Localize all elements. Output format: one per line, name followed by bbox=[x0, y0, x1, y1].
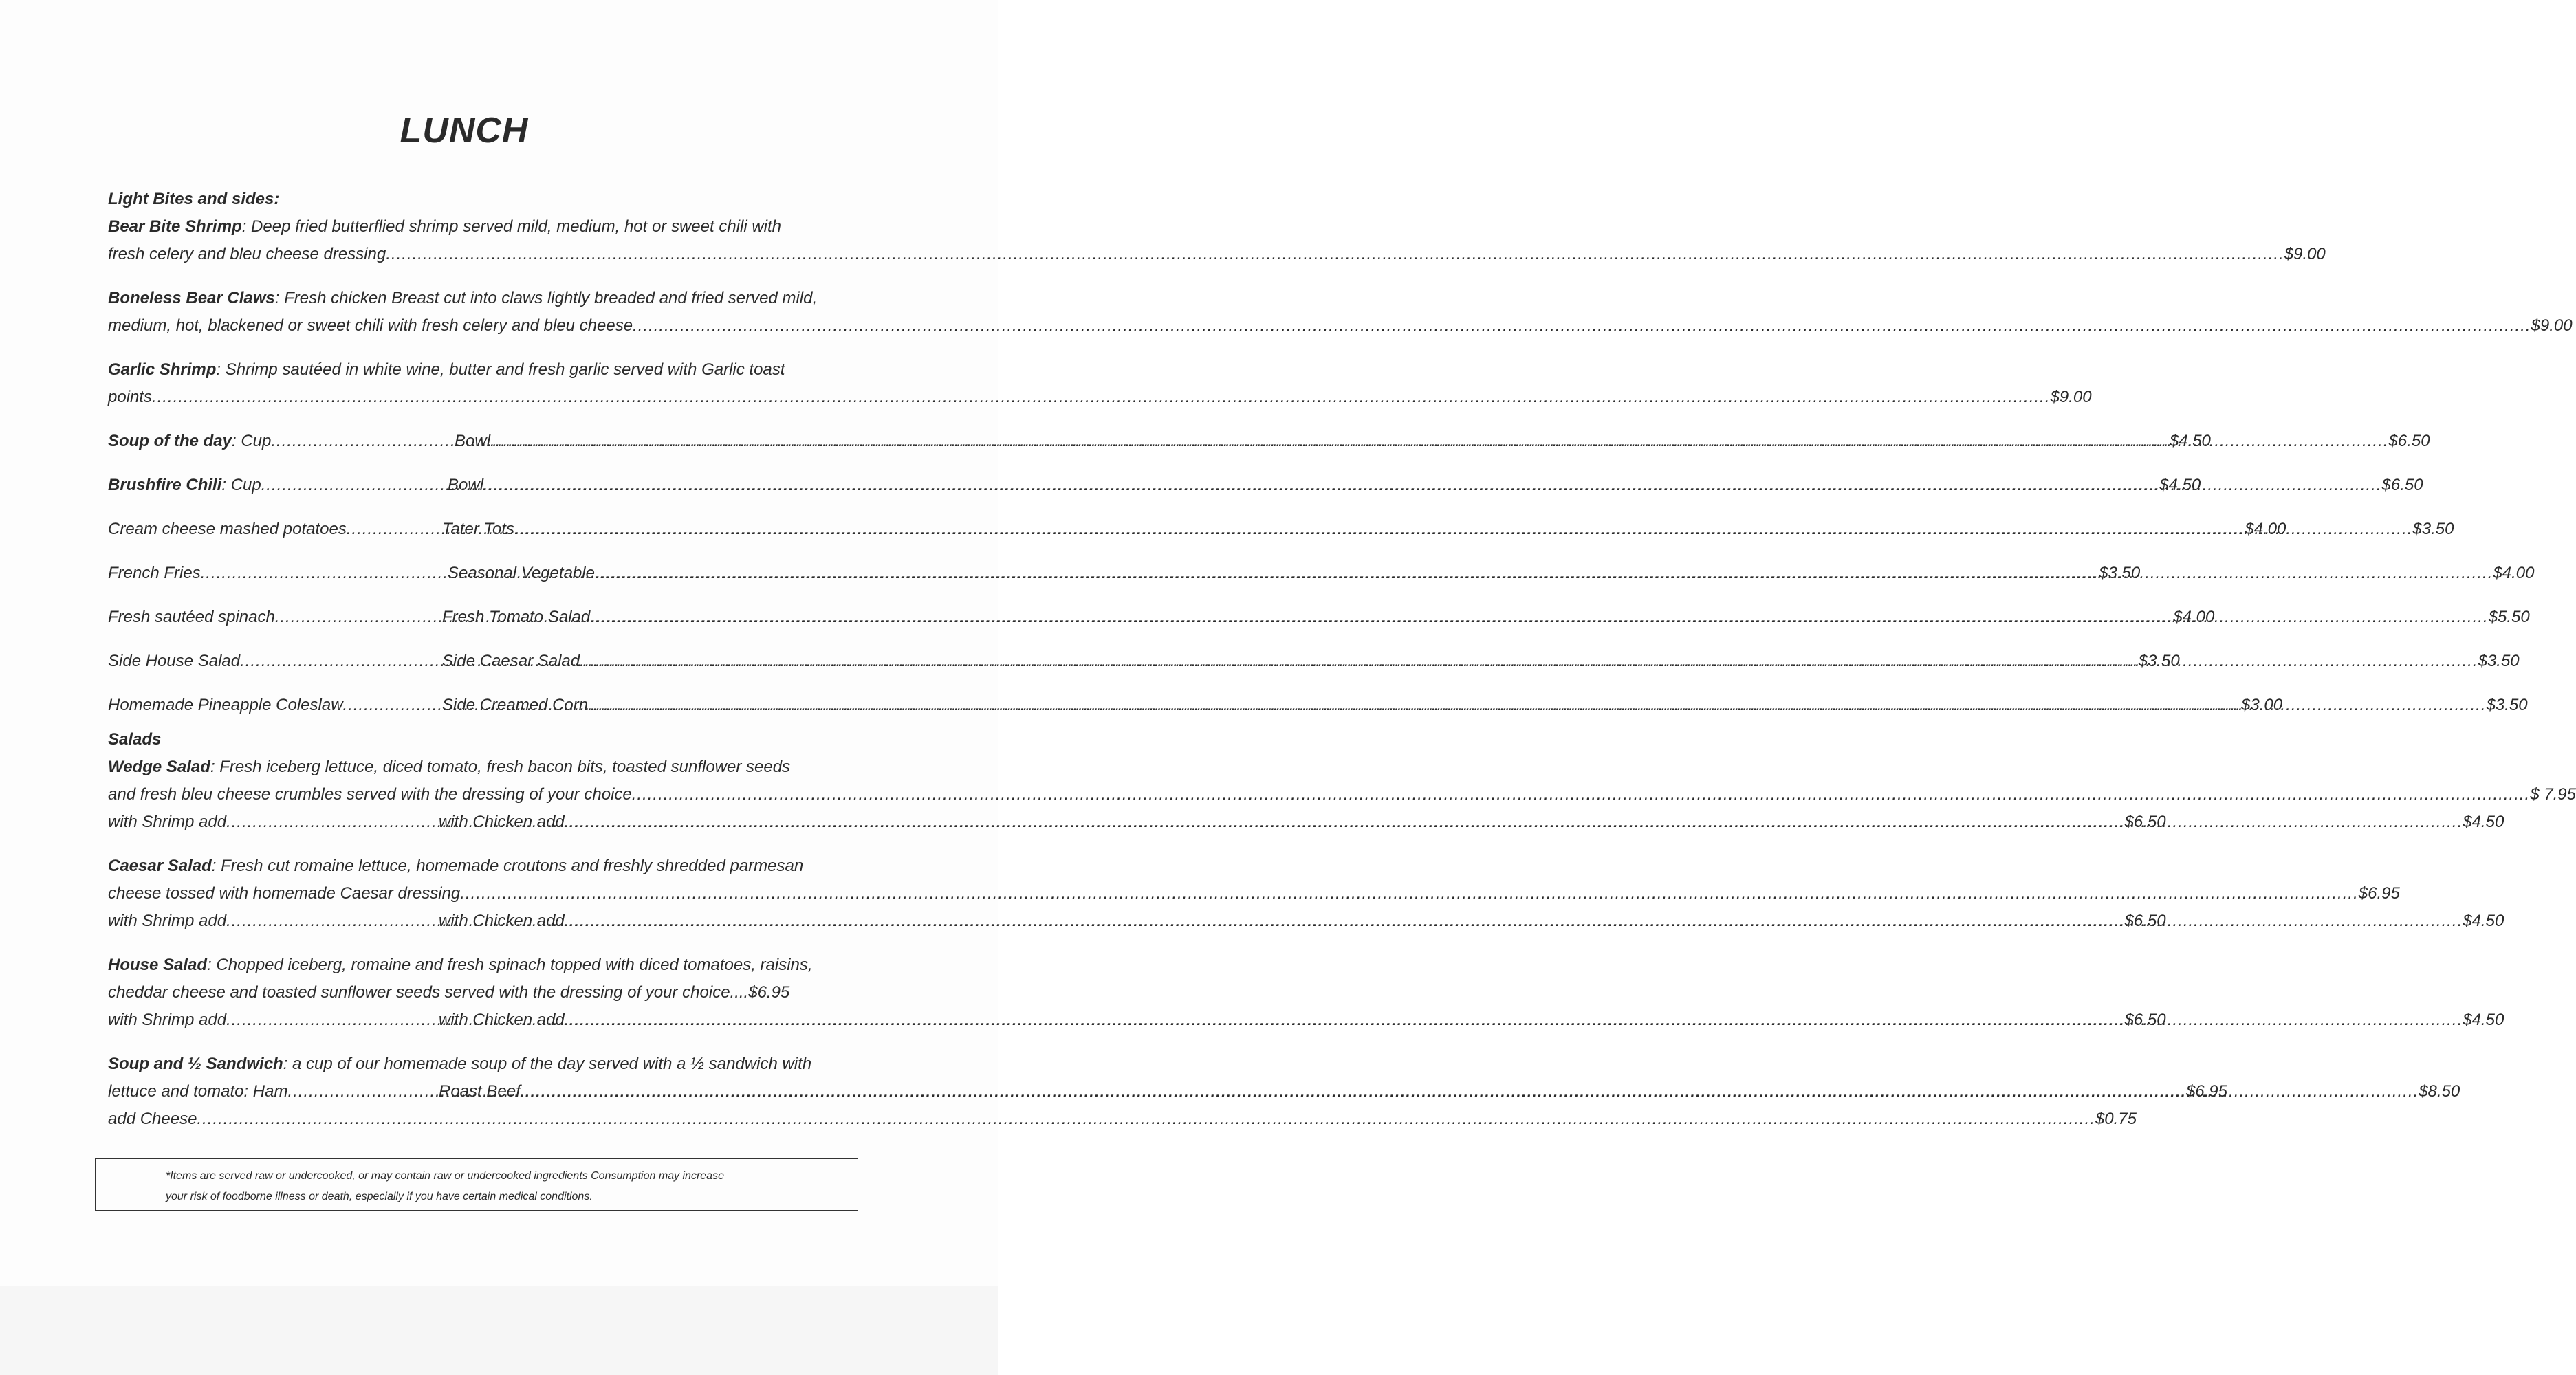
item-name: Bear Bite Shrimp bbox=[108, 217, 242, 236]
size-label: Bowl bbox=[448, 476, 484, 494]
item-description: : Chopped iceberg, romaine and fresh spinach topped with diced tomatoes, raisins, bbox=[207, 956, 813, 974]
menu-content bbox=[108, 186, 2576, 1133]
side-name: Cream cheese mashed potatoes bbox=[108, 520, 347, 538]
addon-price: $6.50 bbox=[2124, 813, 2166, 831]
side-row bbox=[108, 604, 2530, 631]
item-price: $ 7.95 bbox=[2530, 785, 2576, 804]
side-price: $4.00 bbox=[2493, 564, 2535, 582]
addon-label: with Shrimp add bbox=[108, 813, 227, 831]
menu-item-garlic-shrimp bbox=[108, 356, 2092, 411]
item-price: $6.95 bbox=[2185, 1082, 2227, 1101]
item-description: : Fresh cut romaine lettuce, homemade croutons and freshly shredded parmesan bbox=[211, 857, 804, 875]
side-price: $3.50 bbox=[2486, 696, 2528, 714]
item-price: $9.00 bbox=[2531, 316, 2573, 335]
side-name: Seasonal Vegetable bbox=[448, 564, 595, 582]
section-heading-salads: Salads bbox=[108, 730, 162, 749]
side-name: Homemade Pineapple Coleslaw bbox=[108, 696, 343, 714]
item-price: $9.00 bbox=[2284, 245, 2326, 263]
item-description: fresh celery and bleu cheese dressing bbox=[108, 245, 386, 263]
dot-leader bbox=[490, 428, 2388, 455]
dot-leader bbox=[588, 692, 2486, 719]
dot-leader bbox=[197, 1106, 2095, 1133]
item-name: Garlic Shrimp bbox=[108, 360, 217, 379]
dot-leader: .... bbox=[730, 983, 749, 1002]
addon-label: add Cheese bbox=[108, 1110, 197, 1128]
item-option: Roast Beef bbox=[439, 1082, 521, 1101]
item-description: : a cup of our homemade soup of the day served with a ½ sandwich with bbox=[283, 1055, 812, 1073]
side-price: $3.00 bbox=[2241, 696, 2283, 714]
addon-price: $6.50 bbox=[2124, 1011, 2166, 1029]
addon-price: $0.75 bbox=[2095, 1110, 2137, 1128]
item-description: : Deep fried butterflied shrimp served mild, medium, hot or sweet chili with bbox=[241, 217, 782, 236]
side-name: Tater Tots bbox=[442, 520, 514, 538]
disclaimer-line: your risk of foodborne illness or death, especially if you have certain medical conditions. bbox=[166, 1191, 593, 1202]
item-description: cheese tossed with homemade Caesar dressing bbox=[108, 884, 461, 903]
addon-price: $4.50 bbox=[2463, 1011, 2504, 1029]
dot-leader bbox=[514, 516, 2412, 543]
side-row bbox=[108, 692, 2528, 719]
menu-item-soup-and-half-sandwich bbox=[108, 1050, 2460, 1133]
addon-label: with Shrimp add bbox=[108, 912, 227, 930]
side-price: $3.50 bbox=[2138, 652, 2180, 670]
dot-leader bbox=[460, 880, 2358, 908]
item-name: Brushfire Chili bbox=[108, 476, 222, 494]
menu-item-caesar-salad bbox=[108, 852, 2504, 935]
item-price: $4.50 bbox=[2159, 476, 2201, 494]
side-name: Fresh sautéed spinach bbox=[108, 608, 275, 626]
separator: : bbox=[221, 476, 231, 494]
side-name: Side Creamed Corn bbox=[442, 696, 589, 714]
side-row bbox=[108, 648, 2520, 675]
size-label: Cup bbox=[241, 432, 272, 450]
item-name: Caesar Salad bbox=[108, 857, 212, 875]
menu-item-house-salad bbox=[108, 952, 2504, 1034]
item-price: $4.50 bbox=[2169, 432, 2211, 450]
side-name: French Fries bbox=[108, 564, 201, 582]
addon-price: $6.50 bbox=[2124, 912, 2166, 930]
side-price: $4.00 bbox=[2173, 608, 2215, 626]
item-description: : Fresh iceberg lettuce, diced tomato, fresh bacon bits, toasted sunflower seeds bbox=[210, 758, 791, 776]
item-price: $6.50 bbox=[2381, 476, 2423, 494]
page-title: LUNCH bbox=[400, 111, 529, 151]
section-heading-light-bites: Light Bites and sides: bbox=[108, 190, 280, 208]
size-label: Cup bbox=[230, 476, 261, 494]
menu-item-boneless-bear-claws bbox=[108, 285, 2573, 340]
menu-item-wedge-salad bbox=[108, 754, 2576, 836]
addon-price: $4.50 bbox=[2463, 813, 2504, 831]
side-price: $3.50 bbox=[2478, 652, 2520, 670]
side-name: Fresh Tomato Salad bbox=[442, 608, 591, 626]
side-price: $3.50 bbox=[2099, 564, 2141, 582]
scan-margin bbox=[0, 1286, 998, 1375]
addon-price: $4.50 bbox=[2463, 912, 2504, 930]
menu-item-bear-bite-shrimp bbox=[108, 213, 2326, 268]
side-price: $3.50 bbox=[2412, 520, 2454, 538]
menu-item-brushfire-chili bbox=[108, 472, 2423, 499]
dot-leader bbox=[595, 560, 2493, 587]
item-description: : Shrimp sautéed in white wine, butter and fresh garlic served with Garlic toast bbox=[216, 360, 785, 379]
item-price: $6.95 bbox=[2358, 884, 2400, 903]
item-name: Wedge Salad bbox=[108, 758, 210, 776]
dot-leader bbox=[386, 241, 2284, 268]
side-row bbox=[108, 516, 2454, 543]
side-name: Side Caesar Salad bbox=[442, 652, 580, 670]
side-row bbox=[108, 560, 2535, 587]
dot-leader bbox=[483, 472, 2381, 499]
addon-label: with Chicken add bbox=[439, 912, 565, 930]
dot-leader bbox=[580, 648, 2478, 675]
addon-label: with Shrimp add bbox=[108, 1011, 227, 1029]
dot-leader bbox=[633, 312, 2531, 340]
addon-label: with Chicken add bbox=[439, 1011, 565, 1029]
item-description: and fresh bleu cheese crumbles served with the dressing of your choice bbox=[108, 785, 632, 804]
addon-label: with Chicken add bbox=[439, 813, 565, 831]
dot-leader bbox=[152, 384, 2050, 411]
dot-leader bbox=[565, 1006, 2463, 1034]
dot-leader bbox=[590, 604, 2488, 631]
side-name: Side House Salad bbox=[108, 652, 241, 670]
menu-item-soup-of-the-day bbox=[108, 428, 2430, 455]
item-name: House Salad bbox=[108, 956, 208, 974]
size-label: Bowl bbox=[455, 432, 491, 450]
item-description: medium, hot, blackened or sweet chili with fresh celery and bleu cheese bbox=[108, 316, 633, 335]
disclaimer-box bbox=[95, 1158, 858, 1211]
item-name: Soup and ½ Sandwich bbox=[108, 1055, 283, 1073]
item-price: $6.95 bbox=[748, 983, 790, 1002]
disclaimer-line: *Items are served raw or undercooked, or may contain raw or undercooked ingredients Consumption may increase bbox=[166, 1170, 724, 1182]
item-description: : Fresh chicken Breast cut into claws lightly breaded and fried served mild, bbox=[274, 289, 818, 307]
dot-leader bbox=[565, 908, 2463, 935]
item-name: Soup of the day bbox=[108, 432, 232, 450]
separator: : bbox=[232, 432, 241, 450]
item-description: cheddar cheese and toasted sunflower seeds served with the dressing of your choice bbox=[108, 983, 730, 1002]
item-price: $6.50 bbox=[2388, 432, 2430, 450]
dot-leader bbox=[521, 1078, 2419, 1106]
item-description: lettuce and tomato: Ham bbox=[108, 1082, 288, 1101]
dot-leader bbox=[632, 781, 2530, 808]
item-description: points bbox=[108, 388, 153, 406]
dot-leader bbox=[565, 808, 2463, 836]
item-price: $9.00 bbox=[2050, 388, 2092, 406]
item-name: Boneless Bear Claws bbox=[108, 289, 275, 307]
side-price: $5.50 bbox=[2488, 608, 2530, 626]
item-price: $8.50 bbox=[2419, 1082, 2460, 1101]
side-price: $4.00 bbox=[2245, 520, 2286, 538]
